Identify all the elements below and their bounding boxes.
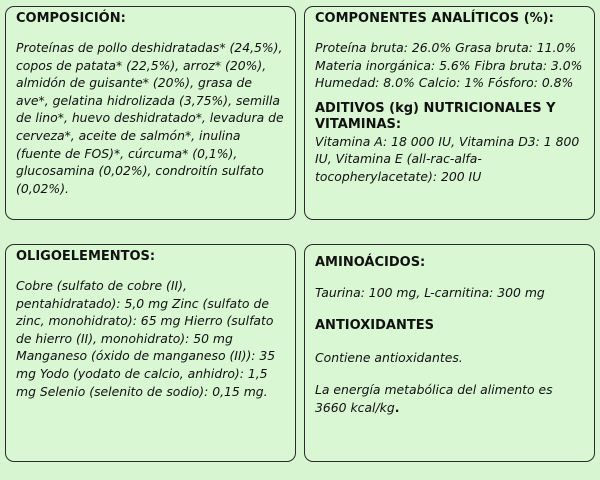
aditivos-heading: ADITIVOS (kg) NUTRICIONALES Y VITAMINAS: [315,100,556,132]
energia-statement [315,381,585,416]
antioxidantes-heading: ANTIOXIDANTES [315,317,434,333]
aminoacidos-text: Taurina: 100 mg, L-carnitina: 300 mg [315,285,545,300]
oligoelementos-panel [5,244,296,462]
analiticos-text: Proteína bruta: 26.0% Grasa bruta: 11.0% Materia inorgánica: 5.6% Fibra bruta: 3.0% Humedad: 8.0% Calcio: 1% Fósforo: 0.8% [315,40,583,91]
composicion-heading: COMPOSICIÓN: [16,11,126,26]
analiticos-panel [304,6,595,220]
aditivos-text: Vitamina A: 18 000 IU, Vitamina D3: 1 800 IU, Vitamina E (all-rac-alfa-tocopherylacetate): 200 IU [315,133,580,184]
oligoelementos-text: Cobre (sulfato de cobre (II), pentahidratado): 5,0 mg Zinc (sulfato de zinc, monohidrato): 65 mg Hierro (sulfato de hierro (II), monohidrato): 50 mg Manganeso (óxido de manganeso (II)): 35 mg Yodo (yodato de calcio, anhidro): 1,5 mg Selenio (selenito de sodio): 0,15 mg. [16,278,276,399]
analiticos-heading: COMPONENTES ANALÍTICOS (%): [315,11,554,26]
composicion-panel [5,6,296,220]
composicion-text: Proteínas de pollo deshidratadas* (24,5%), copos de patata* (22,5%), arroz* (20%), almidón de guisante* (20%), grasa de ave*, gelatina hidrolizada (3,75%), semilla de lino*, huevo deshidratado*, levadura de cerveza*, aceite de salmón*, inulina (fuente de FOS)*, cúrcuma* (0,1%), glucosamina (0,02%), condroitín sulfato (0,02%). [16,40,284,196]
aminoacidos-panel [304,244,595,462]
energia-text: La energía metabólica del alimento es 3660 kcal/kg [315,382,553,415]
oligoelementos-heading: OLIGOELEMENTOS: [16,249,156,264]
antioxidantes-text: Contiene antioxidantes. [315,349,463,365]
aminoacidos-heading: AMINOÁCIDOS: [315,255,426,270]
energia-period: . [394,399,400,415]
